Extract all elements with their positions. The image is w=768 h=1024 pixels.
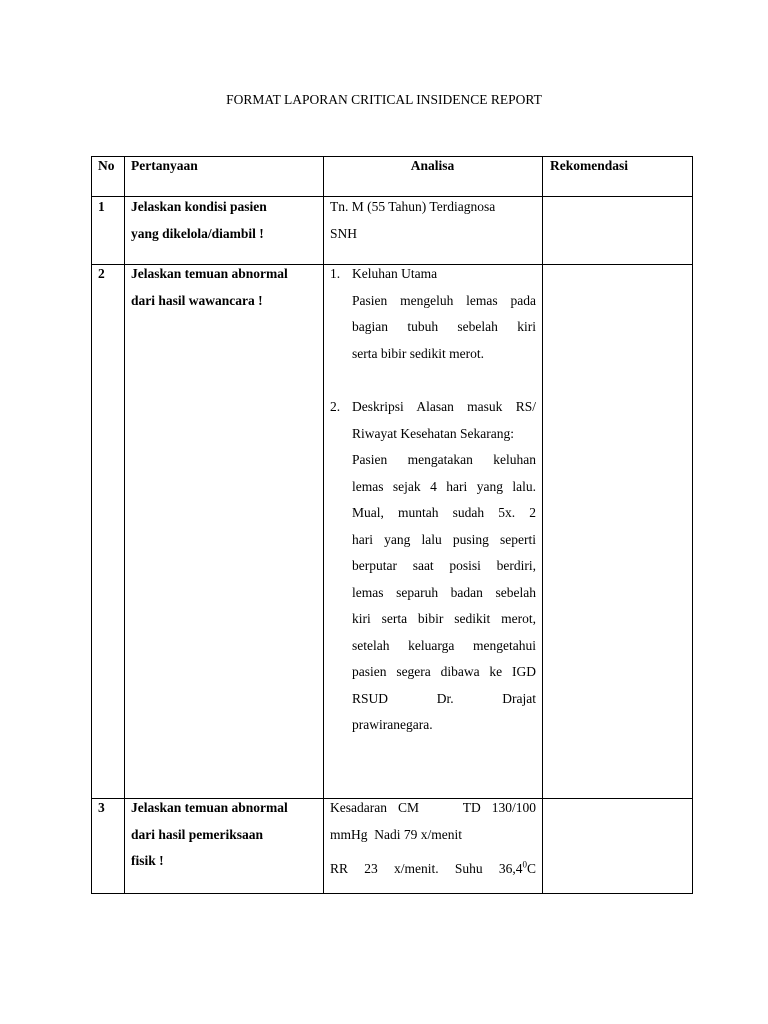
text-line: Pasien mengatakan keluhan xyxy=(352,452,536,467)
table-col-divider xyxy=(542,156,543,894)
row-1-pertanyaan xyxy=(131,194,267,247)
document-title: FORMAT LAPORAN CRITICAL INSIDENCE REPORT xyxy=(226,92,542,107)
text-line: mmHg Nadi 79 x/menit xyxy=(330,826,462,842)
table-col-divider xyxy=(323,156,324,894)
text-line: RSUD Dr. Drajat xyxy=(352,690,536,706)
text-line: pasien segera dibawa ke IGD xyxy=(352,664,536,679)
list-item-heading: Keluhan Utama xyxy=(352,266,438,281)
row-2-no: 2 xyxy=(98,266,105,281)
vital-signs-word: RR xyxy=(330,861,349,876)
text-line: dari hasil wawancara ! xyxy=(131,292,263,308)
text-line: Jelaskan temuan abnormal xyxy=(131,266,288,281)
text-line: fisik ! xyxy=(131,853,164,868)
row-3-pertanyaan xyxy=(131,795,288,875)
row-2-pertanyaan xyxy=(131,261,288,314)
row-1-no: 1 xyxy=(98,199,105,214)
text-line: Pasien mengeluh lemas pada xyxy=(352,292,536,308)
list-marker: 1. xyxy=(330,266,341,281)
text-line: prawiranegara. xyxy=(352,717,433,732)
header-rekomendasi: Rekomendasi xyxy=(550,158,629,173)
row-3-no: 3 xyxy=(98,800,105,815)
list-marker: 2. xyxy=(330,399,341,414)
text-line: Kesadaran CM TD 130/100 xyxy=(330,800,536,815)
text-line: berputar saat posisi berdiri, xyxy=(352,558,536,573)
header-no: No xyxy=(98,158,115,173)
text-line: Riwayat Kesehatan Sekarang: xyxy=(352,425,514,441)
text-line: serta bibir sedikit merot. xyxy=(352,345,484,361)
text-line: lemas sejak 4 hari yang lalu. xyxy=(352,478,536,494)
row-2-analisa-item-2 xyxy=(330,394,536,739)
row-3-analisa xyxy=(330,795,536,883)
text-line: lemas separuh badan sebelah xyxy=(352,584,536,600)
text-line: dari hasil pemeriksaan xyxy=(131,826,264,842)
text-line: Jelaskan kondisi pasien xyxy=(131,199,267,214)
text-line xyxy=(330,856,536,883)
text-line: Jelaskan temuan abnormal xyxy=(131,800,288,815)
text-line: Tn. M (55 Tahun) Terdiagnosa xyxy=(330,199,496,214)
table-border-bottom xyxy=(91,893,693,894)
text-line: yang dikelola/diambil ! xyxy=(131,225,264,241)
vital-signs-word: x/menit. xyxy=(393,861,439,876)
vital-signs-word: 23 xyxy=(364,861,378,876)
list-item-heading: Deskripsi Alasan masuk RS/ xyxy=(352,399,536,414)
text-line: Mual, muntah sudah 5x. 2 xyxy=(352,505,536,520)
table-border-left xyxy=(91,156,92,894)
vital-signs-word: Suhu xyxy=(454,861,483,876)
text-line: kiri serta bibir sedikit merot, xyxy=(352,611,536,626)
text-line: setelah keluarga mengetahui xyxy=(352,637,536,653)
vital-signs-word: 36,4$^0$C xyxy=(498,859,536,876)
text-line: SNH xyxy=(330,225,358,241)
row-2-analisa-item-1 xyxy=(330,261,536,367)
header-analisa: Analisa xyxy=(410,158,455,173)
row-1-analisa xyxy=(330,194,536,247)
header-pertanyaan: Pertanyaan xyxy=(131,158,198,173)
table-border-right xyxy=(692,156,693,894)
table-col-divider xyxy=(124,156,125,894)
degree-superscript: 0 xyxy=(522,859,527,870)
text-line: hari yang lalu pusing seperti xyxy=(352,531,536,547)
vital-signs-line xyxy=(330,856,536,883)
text-line: bagian tubuh sebelah kiri xyxy=(352,319,536,334)
